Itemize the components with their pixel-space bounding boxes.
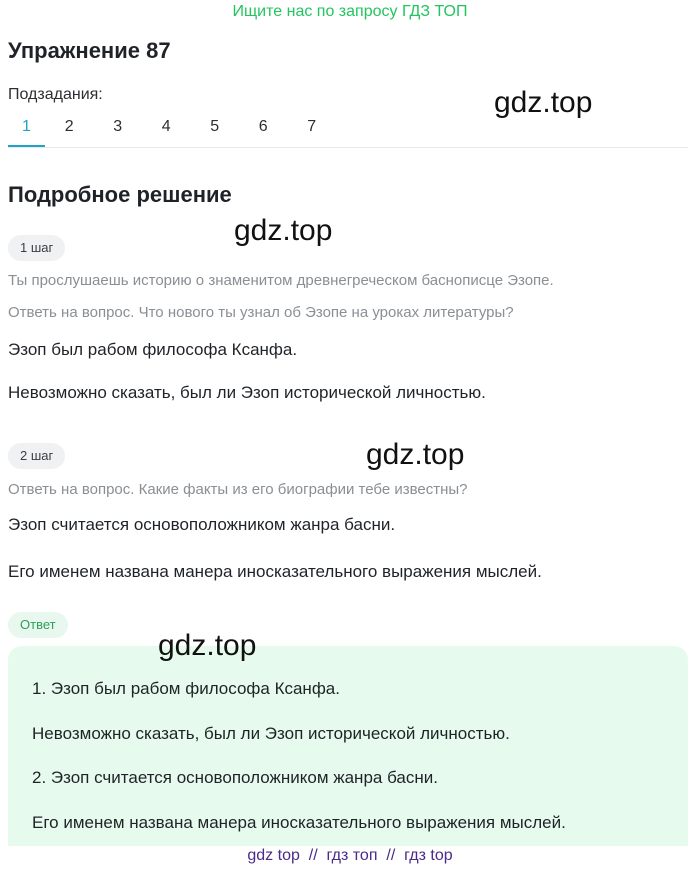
tab-5[interactable]: 5 bbox=[210, 118, 220, 135]
answer-line: Его именем названа манера иносказательного выражения мыслей. bbox=[32, 813, 566, 832]
step-question: Ответь на вопрос. Какие факты из его биографии тебе известны? bbox=[8, 481, 468, 498]
tab-6[interactable]: 6 bbox=[258, 118, 268, 135]
step-answer: Его именем названа манера иносказательного выражения мыслей. bbox=[8, 562, 542, 581]
tab-1[interactable]: 1 bbox=[8, 112, 45, 147]
step-badge: 2 шаг bbox=[8, 443, 65, 469]
watermark: gdz.top bbox=[494, 86, 593, 119]
step-answer: Эзоп был рабом философа Ксанфа. bbox=[8, 340, 298, 359]
answer-badge: Ответ bbox=[8, 612, 68, 638]
solution-title: Подробное решение bbox=[8, 182, 232, 207]
step-answer: Эзоп считается основоположником жанра басни. bbox=[8, 515, 396, 534]
tab-3[interactable]: 3 bbox=[113, 118, 123, 135]
subtask-tabs bbox=[8, 112, 688, 148]
step-badge: 1 шаг bbox=[8, 235, 65, 261]
watermark: gdz.top bbox=[366, 438, 465, 471]
top-banner[interactable]: Ищите нас по запросу ГДЗ ТОП bbox=[232, 3, 468, 20]
step-answer: Невозможно сказать, был ли Эзоп исторической личностью. bbox=[8, 383, 486, 402]
tab-4[interactable]: 4 bbox=[161, 118, 171, 135]
tab-2[interactable]: 2 bbox=[64, 118, 74, 135]
step-question: Ты прослушаешь историю о знаменитом древнегреческом баснописце Эзопе. bbox=[8, 272, 554, 289]
tab-7[interactable]: 7 bbox=[307, 118, 317, 135]
answer-line: 1. Эзоп был рабом философа Ксанфа. bbox=[32, 679, 340, 698]
page-title: Упражнение 87 bbox=[8, 38, 171, 63]
answer-box bbox=[8, 646, 688, 846]
subtasks-label: Подзадания: bbox=[8, 86, 103, 103]
watermark: gdz.top bbox=[234, 214, 333, 247]
footer-links[interactable]: gdz top // гдз топ // гдз top bbox=[247, 847, 453, 864]
step-question: Ответь на вопрос. Что нового ты узнал об Эзопе на уроках литературы? bbox=[8, 304, 514, 321]
answer-line: 2. Эзоп считается основоположником жанра басни. bbox=[32, 768, 438, 787]
answer-line: Невозможно сказать, был ли Эзоп исторической личностью. bbox=[32, 724, 510, 743]
watermark: gdz.top bbox=[158, 629, 257, 662]
